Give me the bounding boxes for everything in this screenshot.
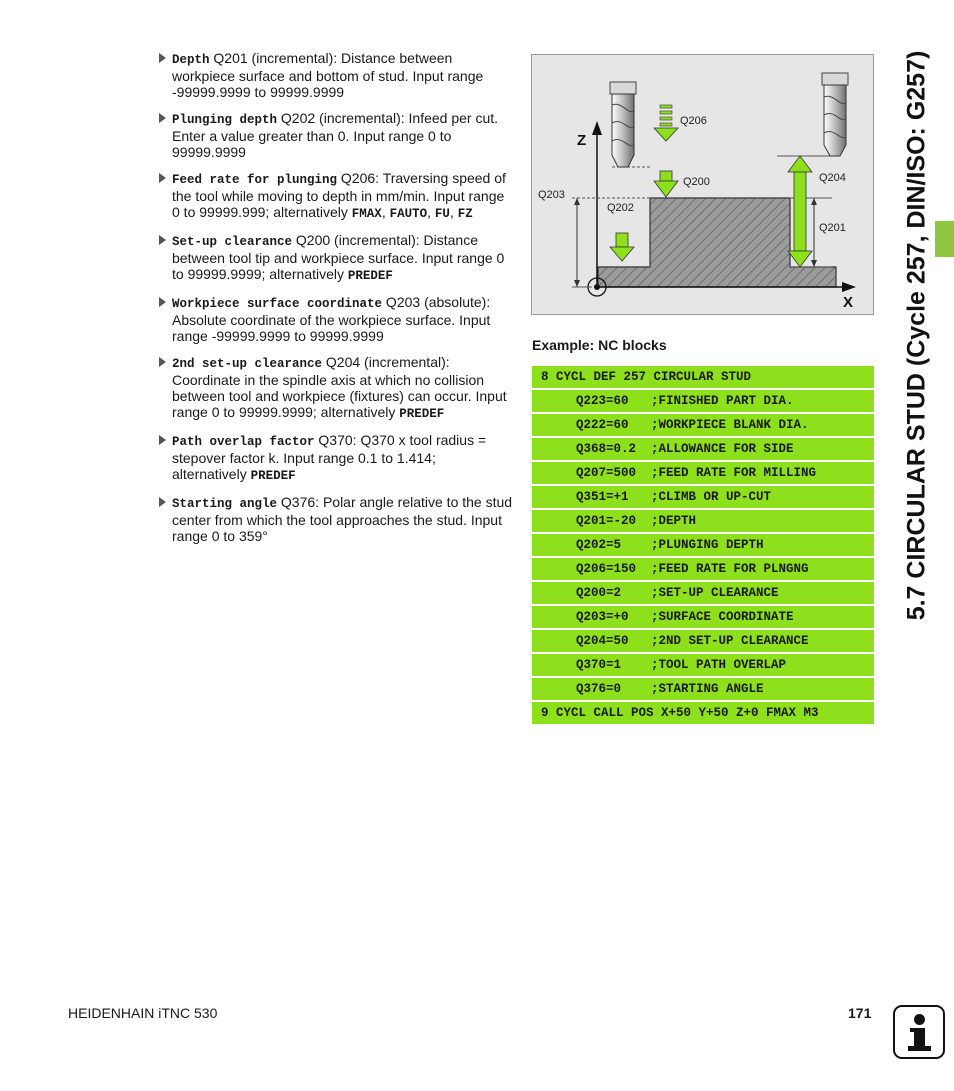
nc-parameter-line: Q222=60 ;WORKPIECE BLANK DIA. — [532, 414, 874, 436]
nc-parameter-line: Q201=-20 ;DEPTH — [532, 510, 874, 532]
parameter-option-keyword: FZ — [457, 207, 473, 221]
parameter-list — [158, 50, 514, 554]
q200-arrow — [654, 171, 678, 197]
example-title: Example: NC blocks — [532, 337, 667, 353]
parameter-option-keyword: FMAX — [351, 207, 382, 221]
parameter-keyword: Starting angle — [172, 497, 278, 511]
parameter-option-keyword: PREDEF — [347, 269, 393, 283]
parameter-option-separator: , — [427, 204, 435, 220]
q203-label: Q203 — [538, 189, 565, 201]
nc-blocks — [532, 366, 874, 726]
parameter-item — [158, 354, 514, 422]
parameter-option-separator: , — [381, 204, 390, 220]
q206-arrow — [654, 105, 678, 141]
parameter-option-keyword: FU — [434, 207, 450, 221]
parameter-item — [158, 494, 514, 544]
nc-parameter-line: Q351=+1 ;CLIMB OR UP-CUT — [532, 486, 874, 508]
parameter-description: Q206: Traversing speed of the tool while moving to depth in mm/min. Input range 0 to 99999.999; alternatively — [172, 170, 506, 220]
parameter-item — [158, 432, 514, 484]
bullet-triangle-icon — [159, 173, 166, 183]
parameter-description: Q203 (absolute): Absolute coordinate of the workpiece surface. Input range -99999.9999 to 99999.9999 — [172, 294, 491, 344]
bullet-triangle-icon — [159, 497, 166, 507]
parameter-item — [158, 294, 514, 344]
parameter-option-keyword: PREDEF — [399, 407, 445, 421]
tool-right — [822, 73, 848, 156]
parameter-description: Q201 (incremental): Distance between workpiece surface and bottom of stud. Input range -99999.9999 to 99999.9999 — [172, 50, 484, 100]
nc-block-line: 8 CYCL DEF 257 CIRCULAR STUD — [532, 366, 874, 388]
parameter-keyword: Feed rate for plunging — [172, 173, 338, 187]
nc-parameter-line: Q206=150 ;FEED RATE FOR PLNGNG — [532, 558, 874, 580]
side-title-container — [897, 30, 937, 640]
nc-parameter-line: Q368=0.2 ;ALLOWANCE FOR SIDE — [532, 438, 874, 460]
parameter-description: Q200 (incremental): Distance between tool tip and workpiece surface. Input range 0 to 99999.9999; alternatively — [172, 232, 505, 282]
nc-parameter-line: Q204=50 ;2ND SET-UP CLEARANCE — [532, 630, 874, 652]
z-axis-label: Z — [577, 132, 587, 149]
q202-arrow — [610, 233, 634, 261]
bullet-triangle-icon — [159, 435, 166, 445]
nc-block-line: 9 CYCL CALL POS X+50 Y+50 Z+0 FMAX M3 — [532, 702, 874, 724]
parameter-keyword: Set-up clearance — [172, 235, 293, 249]
parameter-description: Q204 (incremental): Coordinate in the spindle axis at which no collision between tool and workpiece (fixtures) can occur. Input range 0 to 99999.9999; alternatively — [172, 354, 507, 420]
q202-label: Q202 — [607, 202, 634, 214]
parameter-description: Q202 (incremental): Infeed per cut. Enter a value greater than 0. Input range 0 to 99999.9999 — [172, 110, 499, 160]
x-axis-label: X — [843, 294, 854, 311]
nc-parameter-line: Q200=2 ;SET-UP CLEARANCE — [532, 582, 874, 604]
parameter-keyword: Path overlap factor — [172, 435, 315, 449]
bullet-triangle-icon — [159, 357, 166, 367]
parameter-item — [158, 110, 514, 160]
parameter-option-separator: , — [449, 204, 458, 220]
nc-parameter-line: Q376=0 ;STARTING ANGLE — [532, 678, 874, 700]
parameter-keyword: 2nd set-up clearance — [172, 357, 323, 371]
parameter-option-keyword: PREDEF — [250, 469, 296, 483]
parameter-description: Q370: Q370 x tool radius = stepover factor k. Input range 0.1 to 1.414; alternatively — [172, 432, 487, 482]
bullet-triangle-icon — [159, 235, 166, 245]
nc-parameter-line: Q207=500 ;FEED RATE FOR MILLING — [532, 462, 874, 484]
nc-parameter-line: Q370=1 ;TOOL PATH OVERLAP — [532, 654, 874, 676]
q200-label: Q200 — [683, 176, 710, 188]
q206-label: Q206 — [680, 115, 707, 127]
bullet-triangle-icon — [159, 113, 166, 123]
parameter-item — [158, 170, 514, 222]
bullet-triangle-icon — [159, 53, 166, 63]
tool-left — [610, 82, 636, 167]
nc-parameter-line: Q223=60 ;FINISHED PART DIA. — [532, 390, 874, 412]
bullet-triangle-icon — [159, 297, 166, 307]
cycle-diagram — [531, 54, 874, 315]
x-axis-arrowhead — [842, 282, 856, 292]
footer-manual-name: HEIDENHAIN iTNC 530 — [68, 1005, 218, 1021]
parameter-item — [158, 50, 514, 100]
parameter-option-keyword: FAUTO — [389, 207, 428, 221]
nc-parameter-line: Q202=5 ;PLUNGING DEPTH — [532, 534, 874, 556]
parameter-item — [158, 232, 514, 284]
z-axis-arrowhead — [592, 121, 602, 135]
info-icon — [893, 1005, 945, 1059]
parameter-description: Q376: Polar angle relative to the stud center from which the tool approaches the stud. Input range 0 to 359° — [172, 494, 513, 544]
parameter-keyword: Plunging depth — [172, 113, 278, 127]
section-title: 5.7 CIRCULAR STUD (Cycle 257, DIN/ISO: G257) — [902, 50, 931, 620]
page-number: 171 — [848, 1005, 872, 1021]
q204-arrow — [788, 156, 812, 267]
chapter-tab — [935, 221, 954, 257]
parameter-keyword: Workpiece surface coordinate — [172, 297, 383, 311]
nc-parameter-line: Q203=+0 ;SURFACE COORDINATE — [532, 606, 874, 628]
parameter-keyword: Depth — [172, 53, 210, 67]
q204-label: Q204 — [819, 172, 846, 184]
q201-label: Q201 — [819, 222, 846, 234]
